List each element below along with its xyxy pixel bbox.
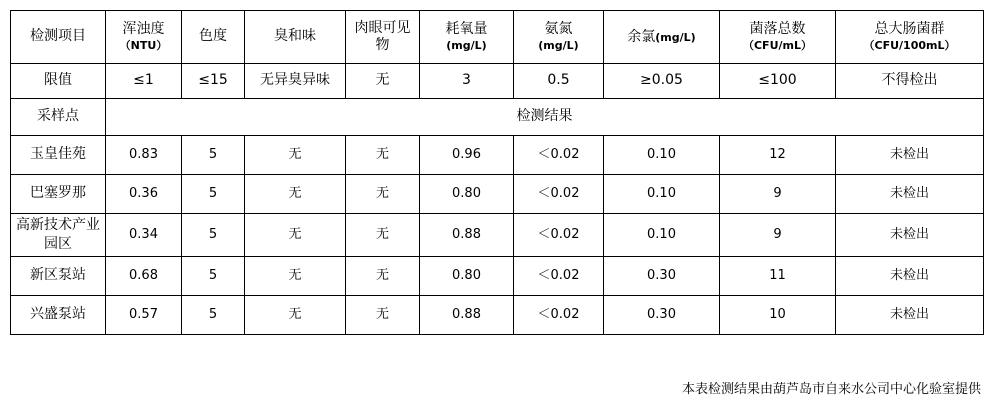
header-unit-7: (mg/L) xyxy=(655,30,696,44)
row-value-3: 无 xyxy=(346,175,420,214)
row-value-6: 0.10 xyxy=(604,175,720,214)
table-row xyxy=(11,214,984,257)
row-value-1: 5 xyxy=(182,136,245,175)
header-name-6: 氨氮 xyxy=(544,21,573,38)
row-value-0: 0.36 xyxy=(106,175,182,214)
row-value-8: 未检出 xyxy=(836,214,984,257)
row-value-8: 未检出 xyxy=(836,175,984,214)
header-cell-4 xyxy=(346,11,420,64)
header-name-0: 检测项目 xyxy=(30,28,86,45)
row-value-2: 无 xyxy=(245,256,346,295)
row-value-3: 无 xyxy=(346,295,420,334)
header-cell-0 xyxy=(11,11,106,64)
limit-value-3: 无 xyxy=(346,64,420,99)
sample-point-label: 采样点 xyxy=(11,99,106,136)
row-value-7: 9 xyxy=(720,214,836,257)
header-cell-7 xyxy=(604,11,720,64)
row-value-5: ＜0.02 xyxy=(514,136,604,175)
row-value-5: ＜0.02 xyxy=(514,256,604,295)
header-name-4: 肉眼可见物 xyxy=(354,19,411,53)
row-value-5: ＜0.02 xyxy=(514,295,604,334)
row-value-1: 5 xyxy=(182,295,245,334)
row-value-1: 5 xyxy=(182,214,245,257)
header-name-1: 浑浊度 xyxy=(122,21,165,38)
row-site: 巴塞罗那 xyxy=(11,175,106,214)
header-unit-9: （CFU/100mL） xyxy=(863,38,956,52)
header-name-8: 菌落总数 xyxy=(749,21,806,38)
header-name-2: 色度 xyxy=(199,28,227,45)
row-value-5: ＜0.02 xyxy=(514,214,604,257)
header-unit-6: (mg/L) xyxy=(538,38,579,52)
sample-point-row xyxy=(11,99,984,136)
table-row xyxy=(11,136,984,175)
row-site: 高新技术产业园区 xyxy=(11,214,106,257)
row-value-6: 0.30 xyxy=(604,256,720,295)
limit-value-6: ≥0.05 xyxy=(604,64,720,99)
row-value-4: 0.88 xyxy=(420,295,514,334)
limit-value-4: 3 xyxy=(420,64,514,99)
row-value-2: 无 xyxy=(245,136,346,175)
row-site: 新区泵站 xyxy=(11,256,106,295)
header-name-3: 臭和味 xyxy=(274,28,316,45)
row-value-4: 0.80 xyxy=(420,256,514,295)
row-value-0: 0.68 xyxy=(106,256,182,295)
row-value-2: 无 xyxy=(245,175,346,214)
row-value-8: 未检出 xyxy=(836,256,984,295)
row-value-6: 0.10 xyxy=(604,136,720,175)
row-value-6: 0.10 xyxy=(604,214,720,257)
row-value-4: 0.96 xyxy=(420,136,514,175)
row-value-7: 12 xyxy=(720,136,836,175)
header-name-9: 总大肠菌群 xyxy=(874,21,945,38)
row-value-8: 未检出 xyxy=(836,295,984,334)
table-row xyxy=(11,175,984,214)
row-value-1: 5 xyxy=(182,256,245,295)
row-value-2: 无 xyxy=(245,295,346,334)
header-cell-6 xyxy=(514,11,604,64)
header-cell-9 xyxy=(836,11,984,64)
limit-value-0: ≤1 xyxy=(106,64,182,99)
limit-row-label: 限值 xyxy=(11,64,106,99)
row-value-8: 未检出 xyxy=(836,136,984,175)
row-value-7: 9 xyxy=(720,175,836,214)
row-value-0: 0.34 xyxy=(106,214,182,257)
limit-value-2: 无异臭异味 xyxy=(245,64,346,99)
header-cell-2 xyxy=(182,11,245,64)
row-value-0: 0.83 xyxy=(106,136,182,175)
row-value-3: 无 xyxy=(346,136,420,175)
header-unit-8: （CFU/mL） xyxy=(742,38,812,52)
header-cell-5 xyxy=(420,11,514,64)
header-cell-8 xyxy=(720,11,836,64)
row-value-5: ＜0.02 xyxy=(514,175,604,214)
row-site: 兴盛泵站 xyxy=(11,295,106,334)
limit-row xyxy=(11,64,984,99)
header-name-7: 余氯 xyxy=(627,28,656,45)
header-unit-1: （NTU） xyxy=(119,38,168,52)
row-value-4: 0.88 xyxy=(420,214,514,257)
header-cell-1 xyxy=(106,11,182,64)
limit-value-8: 不得检出 xyxy=(836,64,984,99)
limit-value-1: ≤15 xyxy=(182,64,245,99)
row-value-7: 10 xyxy=(720,295,836,334)
row-value-1: 5 xyxy=(182,175,245,214)
row-value-2: 无 xyxy=(245,214,346,257)
header-name-5: 耗氧量 xyxy=(445,21,488,38)
row-value-3: 无 xyxy=(346,214,420,257)
table-header-row xyxy=(11,11,984,64)
row-value-0: 0.57 xyxy=(106,295,182,334)
row-value-3: 无 xyxy=(346,256,420,295)
row-site: 玉皇佳苑 xyxy=(11,136,106,175)
limit-value-5: 0.5 xyxy=(514,64,604,99)
row-value-4: 0.80 xyxy=(420,175,514,214)
result-label: 检测结果 xyxy=(106,99,984,136)
limit-value-7: ≤100 xyxy=(720,64,836,99)
water-quality-report xyxy=(10,10,983,335)
water-quality-table xyxy=(10,10,984,335)
header-cell-3 xyxy=(245,11,346,64)
table-row xyxy=(11,256,984,295)
table-row xyxy=(11,295,984,334)
row-value-7: 11 xyxy=(720,256,836,295)
row-value-6: 0.30 xyxy=(604,295,720,334)
footnote: 本表检测结果由葫芦岛市自来水公司中心化验室提供 xyxy=(681,382,981,397)
header-unit-5: (mg/L) xyxy=(446,38,487,52)
